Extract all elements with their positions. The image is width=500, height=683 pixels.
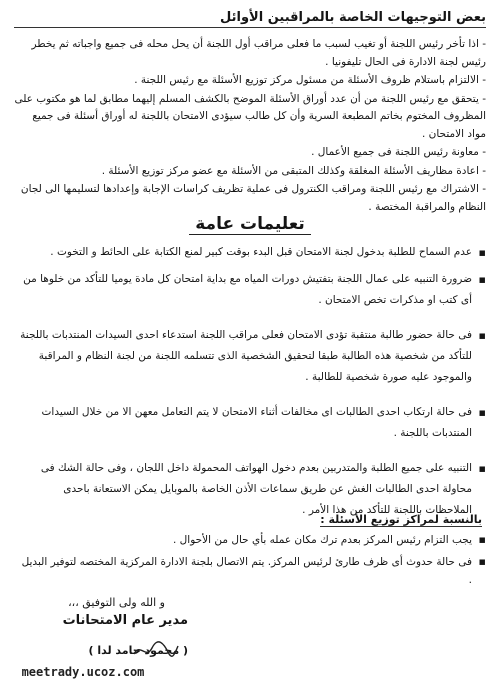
list-item <box>14 402 486 444</box>
list-item: - اذا تأخر رئيس اللجنة أو تغيب لسبب ما فعلى مراقب أول اللجنة أن يحل محله فى جميع واجباته ثم يخطر رئيس لجنة الادارة فى الحال تليفونيا . <box>31 38 486 68</box>
top-instructions-list <box>14 36 486 217</box>
list-item <box>14 242 486 263</box>
bullet-icon: ▪ <box>478 462 486 475</box>
list-item-text: التنبيه على جميع الطلبة والمتدربين بعدم دخول الهواتف المحمولة داخل اللجان ، وفى حالة الشك فى محاولة احدى الطالبات الغش عن طريق سماعات الأذن الخاصة بالموبايل يمكن الاستعانة باحدى الملاحظات باللجنة للتأكد من هذا الأمر . <box>40 462 472 516</box>
general-instructions-list <box>14 242 486 521</box>
list-item: - اعادة مظاريف الأسئلة المغلقة وكذلك المتبقى من الأسئلة مع عضو مركز توزيع الأسئلة . <box>101 164 486 177</box>
list-item-text: يجب التزام رئيس المركز بعدم ترك مكان عمله بأي حال من الأحوال . <box>172 534 472 546</box>
list-item: - الالتزام باستلام ظروف الأسئلة من مسئول مركز توزيع الأسئلة مع رئيس اللجنة . <box>134 74 486 86</box>
bullet-icon: ▪ <box>478 555 486 568</box>
section-title-text: تعليمات عامة <box>189 214 310 235</box>
sub-heading-text: بالنسبة لمراكز توزيع الأسئلة : <box>320 513 482 526</box>
footer-url: meetrady.ucoz.com <box>21 665 145 679</box>
bullet-icon: ▪ <box>478 246 486 259</box>
list-item <box>14 458 486 521</box>
list-item <box>14 269 486 311</box>
section-title <box>0 214 500 234</box>
list-item-text: فى حالة حدوث أى ظرف طارئ لرئيس المركز. يتم الاتصال بلجنة الادارة المركزية المختصه لتوفير البديل . <box>21 556 472 586</box>
bullet-icon: ▪ <box>478 329 486 342</box>
list-item <box>14 325 486 388</box>
closing-text: و الله ولى التوفيق ،،، <box>68 596 165 609</box>
list-item <box>16 531 486 549</box>
signature-name: ( محمود حامد لدا ) <box>88 644 188 657</box>
list-item-text: ضرورة التنبيه على عمال اللجنة بتفتيش دورات المياه مع بداية امتحان كل مادة يوميا للتأكد من خلوها من أى كتب او مذكرات تخص الامتحان . <box>23 273 472 306</box>
list-item: - الاشتراك مع رئيس اللجنة ومراقب الكنترول فى عملية تظريف كراسات الإجابة وإعدادها لتسليمها الى لجان النظام والمراقبة المختصة . <box>20 183 486 213</box>
distribution-centers-list <box>16 531 486 589</box>
signature-title: مدير عام الامتحانات <box>62 613 188 628</box>
bullet-icon: ▪ <box>478 533 486 546</box>
sub-heading <box>320 513 482 526</box>
bullet-icon: ▪ <box>478 406 486 419</box>
top-heading: بعض التوجيهات الخاصة بالمراقبين الأوائل <box>14 10 486 28</box>
bullet-icon: ▪ <box>478 273 486 286</box>
list-item-text: فى حالة حضور طالبة منتقبة تؤدى الامتحان فعلى مراقب اللجنة استدعاء احدى السيدات المنتدبات باللجنة للتأكد من شخصية هذه الطالبة طبقا لتحقيق الشخصية الذى تتسلمه اللجنة من لجنة النظام و المراقبة والموجود عليه صورة شخصية للطالبة . <box>20 329 472 383</box>
list-item-text: عدم السماح للطلبة بدخول لجنة الامتحان قبل البدء بوقت كبير لمنع الكتابة على الحائط و التخوت . <box>50 246 472 258</box>
list-item: - معاونة رئيس اللجنة فى جميع الأعمال . <box>311 146 486 158</box>
list-item-text: فى حالة ارتكاب احدى الطالبات اى مخالفات أثناء الامتحان لا يتم التعامل معهن الا من خلال السيدات المنتدبات باللجنة . <box>41 406 472 439</box>
list-item <box>16 553 486 589</box>
list-item: - يتحقق مع رئيس اللجنة من أن عدد أوراق الأسئلة الموضح بالكشف المسلم إليهما مطابق لما هو مكتوب على المظروف المختوم بخاتم المطبعة السرية وأن كل طالب سيؤدى الامتحان باللجنة له أوراق أسئلة فى جميع مواد الامتحان . <box>14 92 486 140</box>
handwritten-signature-icon <box>130 638 180 662</box>
